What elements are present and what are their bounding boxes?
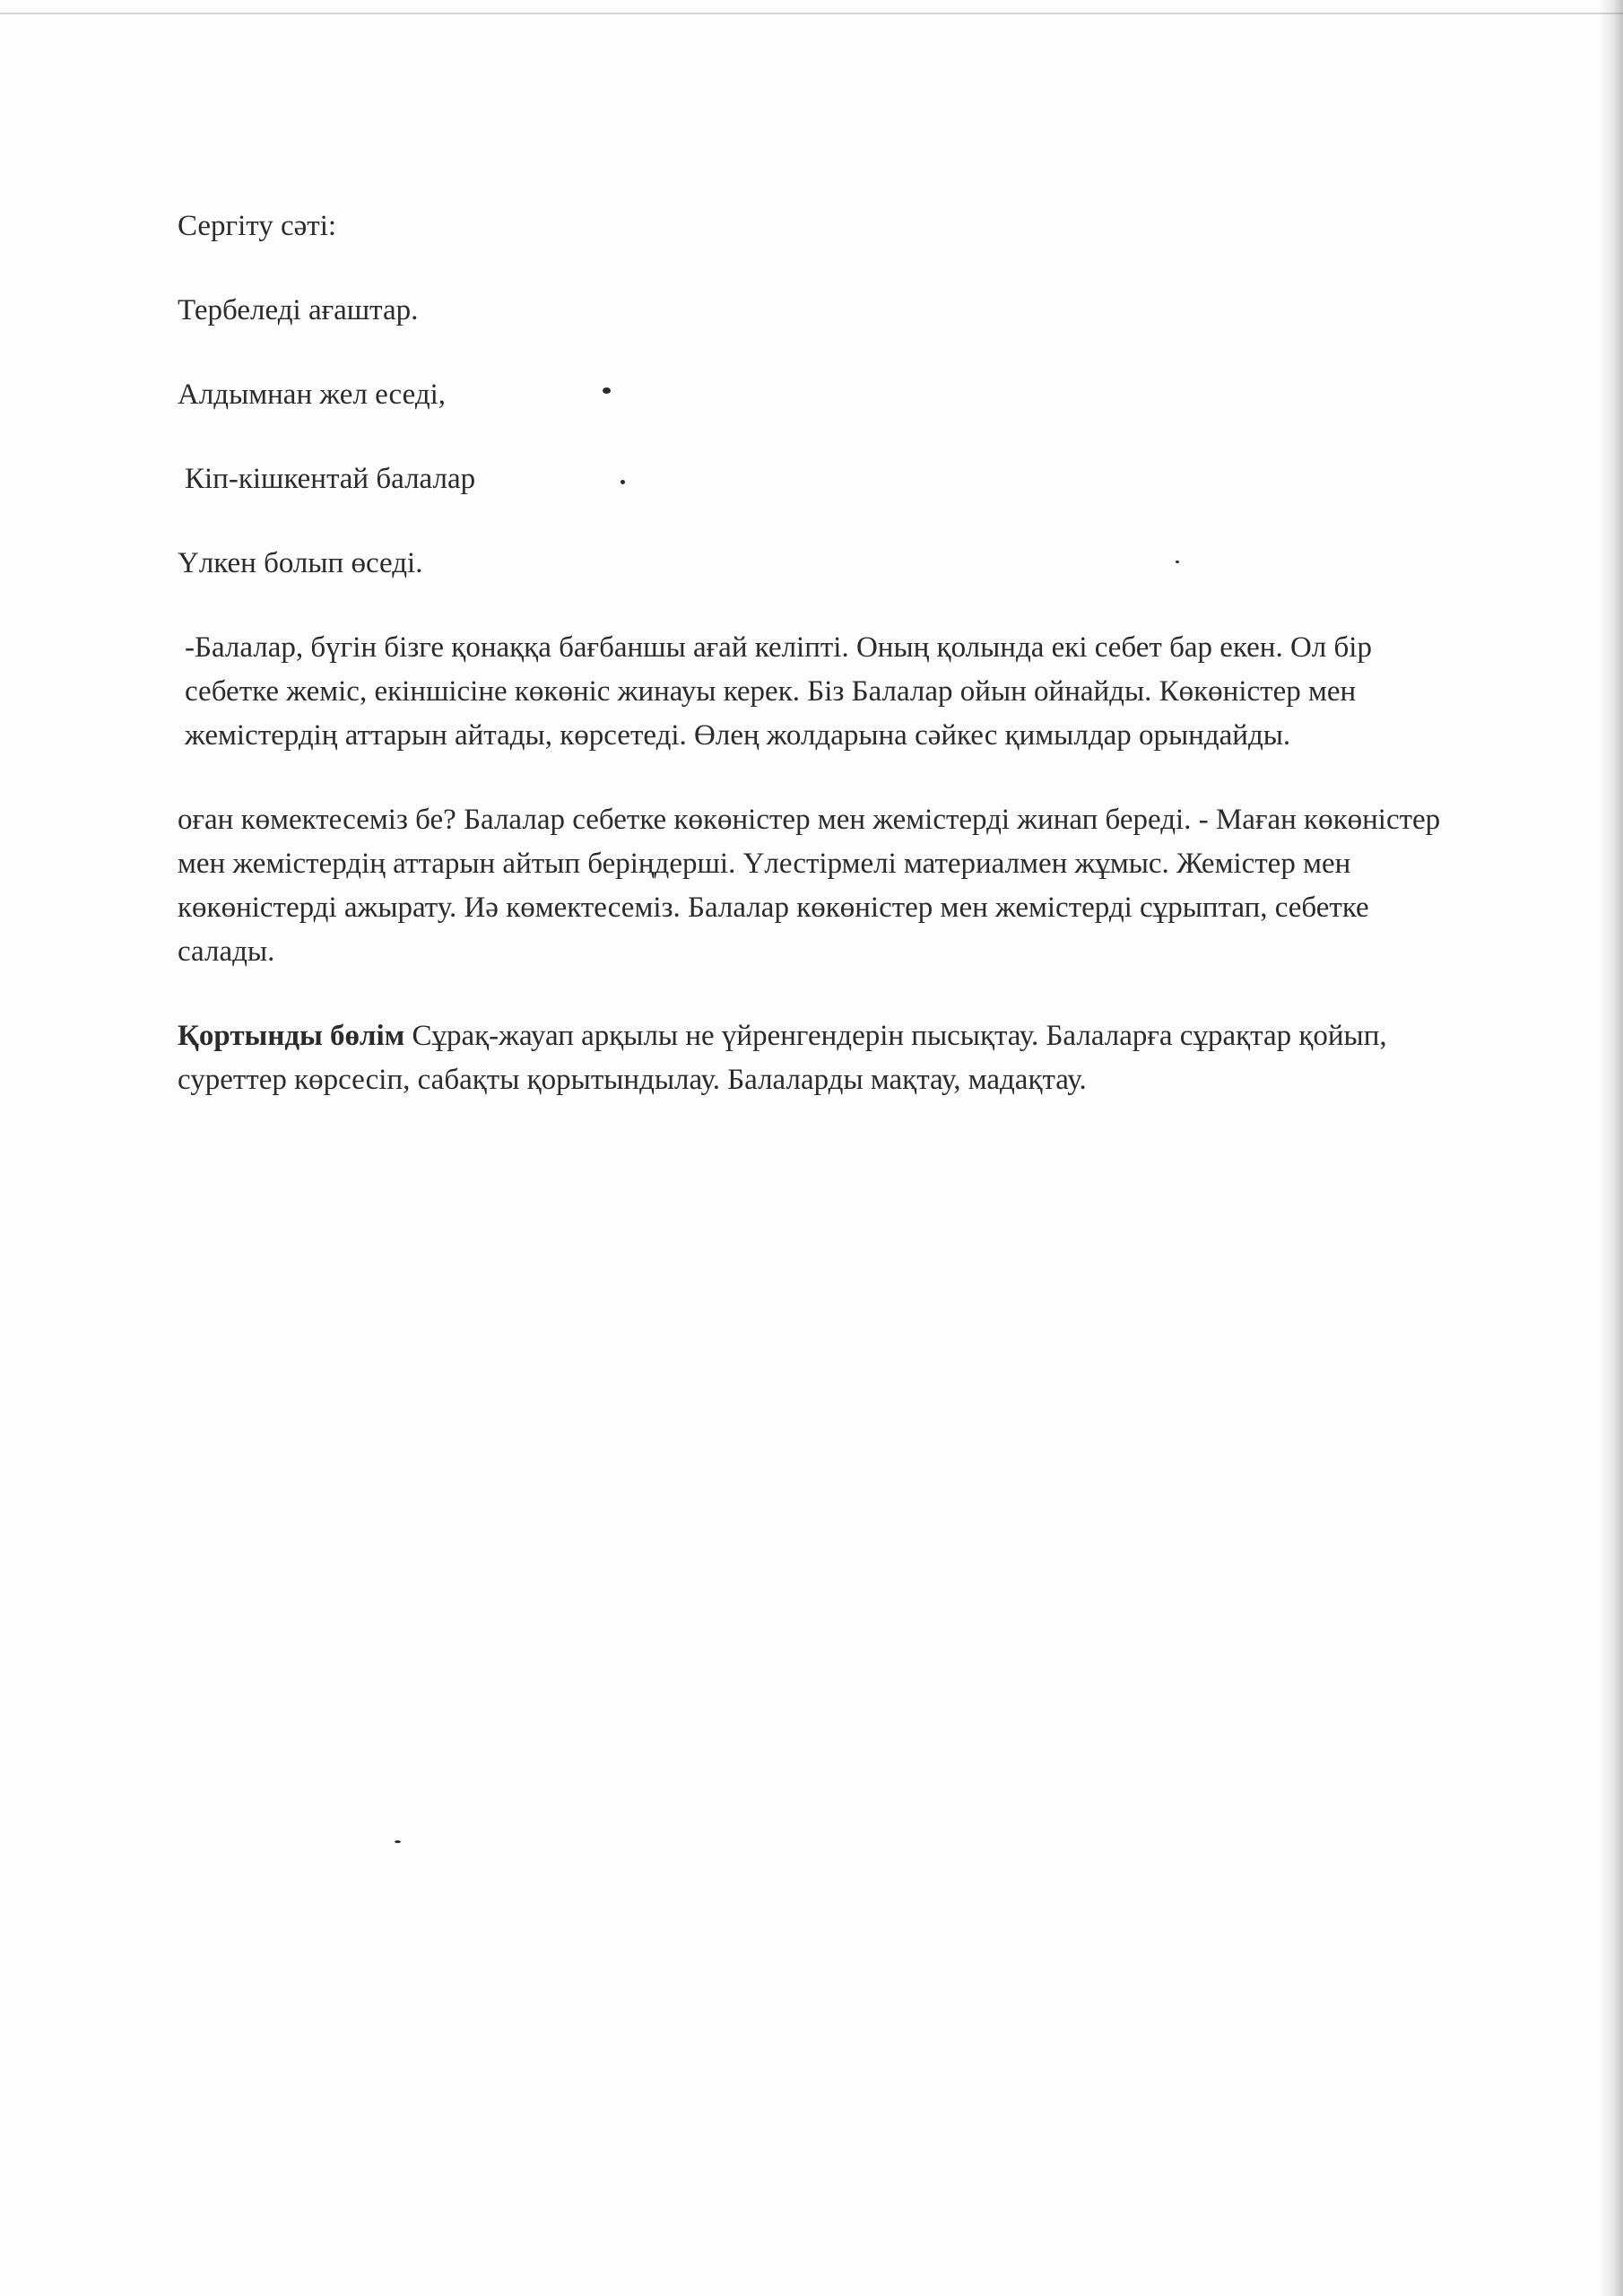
conclusion-paragraph <box>178 1014 1469 1102</box>
poem-line: Алдымнан жел еседі, <box>178 378 447 411</box>
section-heading: Сергіту сәті: <box>178 210 337 242</box>
body-paragraph: оған көмектесеміз бе? Балалар себетке көкөністер мен жемістерді жинап береді. - Маған көкөністер мен жемістердің аттарын айтып беріңдерші. Үлестірмелі материалмен жұмыс. Жемістер мен көкөністерді ажырату. Иә көмектесеміз. Балалар көкөністер мен жемістерді сұрыптап, себетке салады. <box>178 804 1441 968</box>
scan-speck <box>395 1840 401 1843</box>
scan-right-edge <box>1600 0 1623 2296</box>
poem-line: Үлкен болып өседі. <box>178 547 423 579</box>
poem-line: Тербеледі ағаштар. <box>178 294 419 326</box>
document-body <box>178 204 1469 1102</box>
poem-line: Кіп-кішкентай балалар <box>185 463 476 495</box>
body-paragraph: -Балалар, бүгін бізге қонаққа бағбаншы ағай келіпті. Оның қолында екі себет бар екен. Ол бір себетке жеміс, екіншісіне көкөніс жинауы керек. Біз Балалар ойын ойнайды. Көкөністер мен жемістердің аттарын айтады, көрсетеді. Өлең жолдарына сәйкес қимылдар орындайды. <box>185 631 1372 752</box>
scan-top-edge <box>0 13 1623 14</box>
conclusion-title: Қортынды бөлім <box>178 1020 405 1052</box>
conclusion-text: Сұрақ-жауап арқылы не үйренгендерін пысықтау. Балаларға сұрақтар қойып, суреттер көрсесіп, сабақты қорытындылау. Балаларды мақтау, мадақтау. <box>178 1020 1387 1096</box>
